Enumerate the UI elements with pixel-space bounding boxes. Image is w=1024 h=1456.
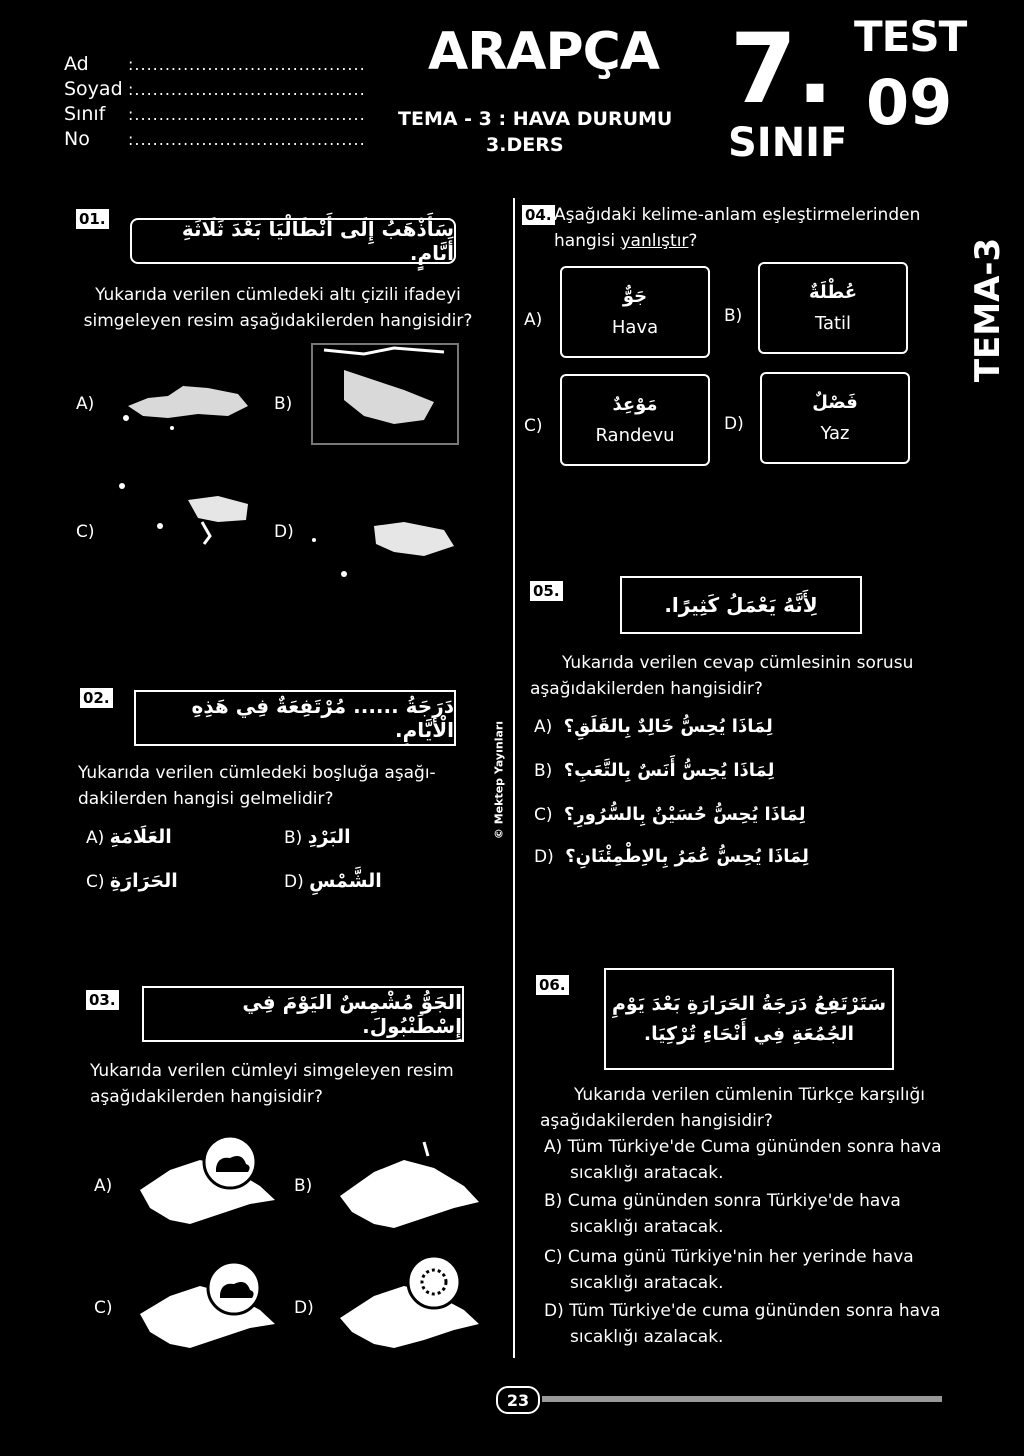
side-tab-label: TEMA-3 — [968, 237, 1008, 383]
q6-arabic-box — [604, 968, 894, 1070]
q5-option-c[interactable]: C) لِمَاذَا يُحِسُّ حُسَيْنٌ بِالسُّرُورِ؟ — [534, 804, 806, 825]
q5-option-d[interactable]: D) لِمَاذَا يُحِسُّ عُمَرُ بِالاِطْمِئْنَانِ؟ — [534, 846, 809, 867]
q1-option-a[interactable]: A) — [76, 394, 95, 414]
test-number: 09 — [866, 66, 953, 139]
q3-option-c[interactable]: C) — [94, 1298, 113, 1318]
lesson-title: 3.DERS — [486, 134, 564, 156]
q5-question-text: Yukarıda verilen cevap cümlesinin sorusu aşağıdakilerden hangisidir? — [530, 653, 914, 699]
q6-option-a[interactable]: A) Tüm Türkiye'de Cuma gününden sonra hava sıcaklığı aratacak. — [544, 1137, 942, 1183]
q1-image-d — [304, 500, 454, 580]
test-label: TEST — [854, 12, 967, 61]
q5-option-a[interactable]: A) لِمَاذَا يُحِسُّ خَالِدٌ بِالقَلَقِ؟ — [534, 716, 773, 737]
student-info-block — [64, 52, 123, 152]
q3-arabic-box — [142, 986, 464, 1042]
question-number-3: 03. — [86, 990, 119, 1010]
q4-option-c-box[interactable]: مَوْعِدٌ Randevu — [560, 374, 710, 466]
q2-option-c[interactable]: C) الحَرَارَةِ — [86, 870, 178, 892]
column-divider — [513, 198, 515, 1358]
dots-soyad[interactable]: :...................................... — [128, 80, 366, 99]
q1-arabic-sentence: سَأَذْهَبُ إِلَى أَنْطَالْيَا بَعْدَ ثَلَاثَةِ أَيَّامٍ. — [181, 217, 454, 265]
page-number-badge — [496, 1386, 540, 1414]
q3-arabic-sentence: الجَوُّ مُشْمِسٌ اليَوْمَ فِي إِسْطَنْبُولَ. — [242, 990, 462, 1038]
label-no: No — [64, 128, 90, 150]
q1-image-c — [108, 470, 258, 560]
q1-option-c[interactable]: C) — [76, 522, 95, 542]
label-ad: Ad — [64, 53, 89, 75]
q3-option-d[interactable]: D) — [294, 1298, 314, 1318]
q2-option-b[interactable]: B) البَرْدِ — [284, 826, 351, 848]
q1-arabic-box — [130, 218, 456, 264]
dots-no[interactable]: :...................................... — [128, 130, 366, 149]
underlined-wrong: yanlıştır — [620, 231, 689, 251]
q1-image-a — [108, 356, 258, 436]
q2-arabic-sentence: دَرَجَةُ ...... مُرْتَفِعَةٌ فِي هَذِهِ الْأَيَّامِ. — [191, 694, 454, 742]
q4-option-b-letter[interactable]: B) — [724, 306, 743, 326]
q2-option-a[interactable]: A) العَلَامَةِ — [86, 826, 172, 848]
q1-image-b — [304, 340, 464, 450]
q4-option-d-letter[interactable]: D) — [724, 414, 744, 434]
q5-arabic-box — [620, 576, 862, 634]
question-number-6: 06. — [536, 975, 569, 995]
question-number-5: 05. — [530, 581, 563, 601]
page-number: 23 — [506, 1390, 530, 1410]
q3-map-b-plain — [334, 1136, 484, 1246]
q4-option-a-box[interactable]: جَوٌّ Hava — [560, 266, 710, 358]
q4-option-a-letter[interactable]: A) — [524, 310, 543, 330]
question-number-4: 04. — [522, 205, 555, 225]
grade-word: SINIF — [728, 120, 848, 166]
theme-title: TEMA - 3 : HAVA DURUMU — [398, 108, 673, 130]
question-number-1: 01. — [76, 209, 109, 229]
footer-line — [542, 1396, 942, 1402]
q3-map-c-with-cloud — [130, 1252, 280, 1362]
q6-arabic-line-2: الجُمُعَةِ فِي أَنْحَاءِ تُرْكِيَا. — [643, 1023, 855, 1045]
q2-arabic-box — [134, 690, 456, 746]
publisher-label: © Mektep Yayınları — [492, 720, 506, 840]
q4-option-d-box[interactable]: فَصْلٌ Yaz — [760, 372, 910, 464]
student-info-dots — [128, 52, 366, 152]
q3-map-d-with-sun — [334, 1252, 484, 1362]
label-sinif: Sınıf — [64, 103, 106, 125]
q2-question-body: Yukarıda verilen cümledeki boşluğa aşağı- dakilerden hangisi gelmelidir? — [78, 763, 436, 809]
q3-option-a[interactable]: A) — [94, 1176, 113, 1196]
q3-map-a-with-cloud — [130, 1130, 280, 1240]
q5-arabic-sentence: لِأَنَّهُ يَعْمَلُ كَثِيرًا. — [664, 593, 818, 617]
subject-title: ARAPÇA — [428, 22, 660, 82]
q6-option-b[interactable]: B) Cuma gününden sonra Türkiye'de hava sıcaklığı aratacak. — [544, 1191, 901, 1237]
q6-option-d[interactable]: D) Tüm Türkiye'de cuma gününden sonra hava sıcaklığı azalacak. — [544, 1301, 941, 1347]
q6-question-text: Yukarıda verilen cümlenin Türkçe karşılığı aşağıdakilerden hangisidir? — [540, 1085, 925, 1131]
q6-arabic-line-1: سَتَرْتَفِعُ دَرَجَةُ الحَرَارَةِ بَعْدَ يَوْمِ — [611, 993, 887, 1015]
q4-option-b-box[interactable]: عُطْلَةٌ Tatil — [758, 262, 908, 354]
q4-option-c-letter[interactable]: C) — [524, 416, 543, 436]
dots-ad[interactable]: :...................................... — [128, 55, 366, 74]
dots-sinif[interactable]: :...................................... — [128, 105, 366, 124]
q2-option-d[interactable]: D) الشَّمْسِ — [284, 870, 382, 892]
q2-question-text — [78, 760, 468, 812]
q3-option-b[interactable]: B) — [294, 1176, 313, 1196]
label-soyad: Soyad — [64, 78, 123, 100]
q1-question-text: Yukarıda verilen cümledeki altı çizili ifadeyi simgeleyen resim aşağıdakilerden hangisidir? — [83, 285, 473, 331]
q6-option-c[interactable]: C) Cuma günü Türkiye'nin her yerinde hava sıcaklığı aratacak. — [544, 1247, 914, 1293]
q4-question-text: Aşağıdaki kelime-anlam eşleştirmelerinden hangisi yanlıştır? — [554, 205, 921, 251]
question-number-2: 02. — [80, 688, 113, 708]
q3-question-text: Yukarıda verilen cümleyi simgeleyen resim aşağıdakilerden hangisidir? — [90, 1061, 454, 1107]
q1-option-b[interactable]: B) — [274, 394, 293, 414]
q1-option-d[interactable]: D) — [274, 522, 294, 542]
grade-number: 7. — [730, 13, 834, 125]
q5-option-b[interactable]: B) لِمَاذَا يُحِسُّ أَنَسٌ بِالتَّعَبِ؟ — [534, 760, 775, 781]
